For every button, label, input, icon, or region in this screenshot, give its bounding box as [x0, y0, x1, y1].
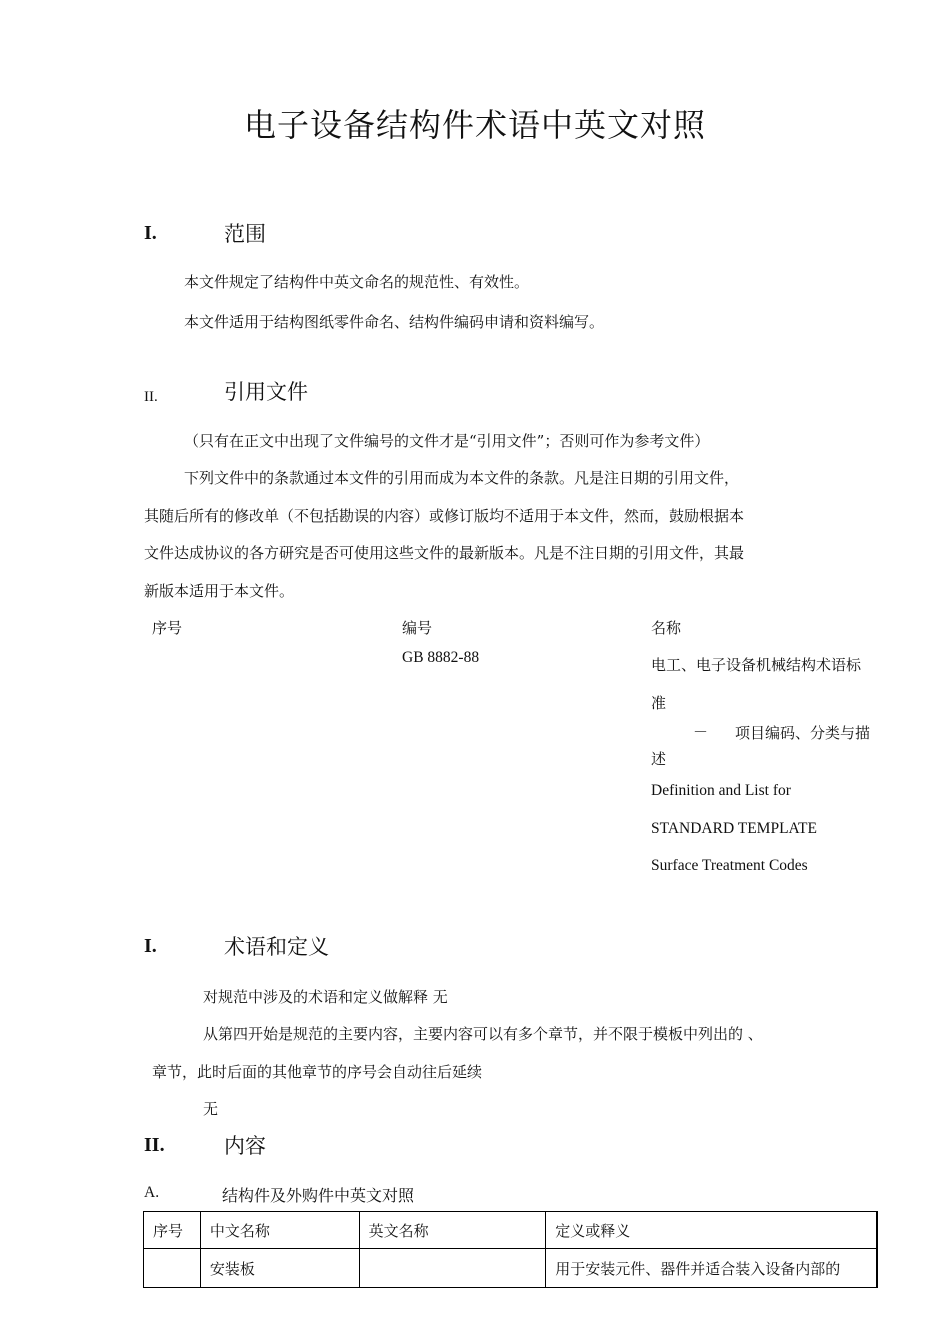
ref-name-line: Definition and List for: [651, 782, 791, 799]
table-header-cell: 中文名称: [200, 1212, 359, 1249]
document-title: 电子设备结构件术语中英文对照: [243, 106, 706, 144]
section-number: I.: [144, 222, 157, 244]
ref-header-code: 编号: [402, 619, 433, 637]
paragraph: 无: [203, 1100, 219, 1118]
ref-name-line: 述: [651, 750, 667, 768]
table-cell: [144, 1249, 201, 1288]
table-header-cell: 英文名称: [359, 1212, 546, 1249]
table-header-cell: 序号: [144, 1212, 201, 1249]
note-text: （只有在正文中出现了文件编号的文件才是“引用文件”；否则可作为参考文件）: [184, 432, 710, 450]
section-heading: 内容: [224, 1134, 266, 1158]
paragraph: 本文件规定了结构件中英文命名的规范性、有效性。: [184, 273, 530, 291]
ref-name-line: 电工、电子设备机械结构术语标: [651, 656, 862, 674]
ref-name-line: Surface Treatment Codes: [651, 857, 808, 874]
paragraph-line: 新版本适用于本文件。: [144, 582, 295, 600]
paragraph: 对规范中涉及的术语和定义做解释 无: [203, 988, 448, 1006]
ref-name-dash: －: [693, 723, 709, 741]
table-header-row: [144, 1212, 878, 1249]
paragraph: 本文件适用于结构图纸零件命名、结构件编码申请和资料编写。: [184, 313, 605, 331]
table-row: [144, 1249, 878, 1288]
section-number: I.: [144, 935, 157, 957]
table-header-cell: 定义或释义: [546, 1212, 877, 1249]
table-cell: [359, 1249, 546, 1288]
ref-name-line: STANDARD TEMPLATE: [651, 820, 817, 837]
section-number: II.: [144, 389, 158, 405]
paragraph-line: 从第四开始是规范的主要内容，主要内容可以有多个章节，并不限于模板中列出的 、: [203, 1025, 763, 1043]
ref-header-index: 序号: [152, 619, 183, 637]
table-cell: 用于安装元件、器件并适合装入设备内部的: [546, 1249, 877, 1288]
paragraph-line: 章节，此时后面的其他章节的序号会自动往后延续: [152, 1063, 483, 1081]
section-heading: 引用文件: [224, 380, 308, 404]
section-number: II.: [144, 1134, 165, 1156]
ref-code: GB 8882-88: [402, 649, 480, 666]
ref-header-name: 名称: [651, 619, 682, 637]
paragraph-line: 下列文件中的条款通过本文件的引用而成为本文件的条款。凡是注日期的引用文件，: [184, 469, 740, 487]
terms-table: [143, 1211, 878, 1288]
paragraph-line: 文件达成协议的各方研究是否可使用这些文件的最新版本。凡是不注日期的引用文件，其最: [144, 544, 745, 562]
paragraph-line: 其随后所有的修改单（不包括勘误的内容）或修订版均不适用于本文件，然而，鼓励根据本: [144, 507, 745, 525]
subsection-heading: 结构件及外购件中英文对照: [222, 1186, 415, 1205]
ref-name-line: 项目编码、分类与描: [735, 724, 871, 742]
section-heading: 范围: [224, 222, 266, 246]
subsection-number: A.: [144, 1184, 160, 1201]
table-cell: 安装板: [200, 1249, 359, 1288]
section-heading: 术语和定义: [224, 935, 329, 959]
ref-name-line: 准: [651, 694, 667, 712]
